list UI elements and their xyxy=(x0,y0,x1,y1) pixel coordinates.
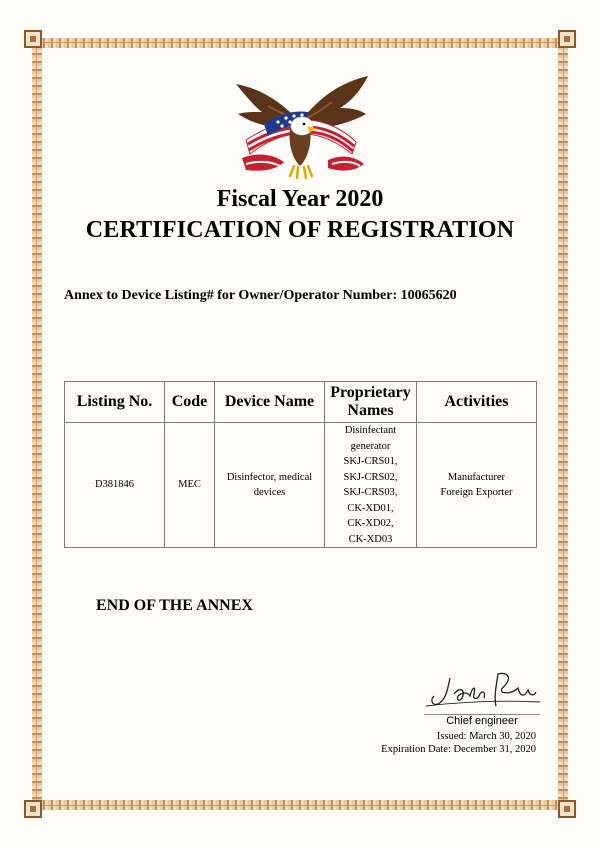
proprietary-name-line: CK-XD02, xyxy=(347,518,394,529)
cell-activities xyxy=(417,423,537,548)
cell-listing-no: D381846 xyxy=(65,423,165,548)
column-header-listing-no: Listing No. xyxy=(65,382,165,423)
corner-ornament xyxy=(558,800,576,818)
proprietary-name-line: CK-XD01, xyxy=(347,502,394,514)
eagle-flag-emblem xyxy=(228,66,372,186)
corner-ornament xyxy=(24,800,42,818)
table-header-row xyxy=(65,382,537,423)
certificate-title: CERTIFICATION OF REGISTRATION xyxy=(85,217,515,243)
expiration-date: Expiration Date: December 31, 2020 xyxy=(381,744,536,755)
annex-heading xyxy=(64,288,457,304)
column-header-proprietary-names: Proprietary Names xyxy=(325,382,417,423)
proprietary-name-line: SKJ-CRS01, xyxy=(343,456,398,467)
proprietary-name-line: generator xyxy=(350,440,391,452)
activity-line: Foreign Exporter xyxy=(440,487,513,498)
cell-code: MEC xyxy=(165,423,215,548)
fiscal-year-heading: Fiscal Year 2020 xyxy=(216,186,384,212)
corner-ornament xyxy=(24,30,42,48)
issued-date: Issued: March 30, 2020 xyxy=(436,731,536,742)
cell-device-name: Disinfector, medical devices xyxy=(215,423,325,548)
annex-heading-text: Annex to Device Listing# for Owner/Operator Number: 10065620 xyxy=(64,288,457,303)
proprietary-name-line: CK-XD03 xyxy=(348,533,393,545)
signatory-title: Chief engineer xyxy=(446,715,518,727)
handwritten-signature xyxy=(420,666,550,714)
column-header-code: Code xyxy=(165,382,215,423)
proprietary-name-line: Disinfectant xyxy=(344,425,397,436)
column-header-activities: Activities xyxy=(417,382,537,423)
activity-line: Manufacturer xyxy=(447,471,506,483)
table-row xyxy=(65,423,537,548)
cell-proprietary-names xyxy=(325,423,417,548)
proprietary-name-line: SKJ-CRS02, xyxy=(343,471,398,483)
corner-ornament xyxy=(558,30,576,48)
device-listing-table xyxy=(64,381,537,548)
end-of-annex-text: END OF THE ANNEX xyxy=(96,597,253,614)
column-header-device-name: Device Name xyxy=(215,382,325,423)
proprietary-name-line: SKJ-CRS03, xyxy=(343,487,398,498)
